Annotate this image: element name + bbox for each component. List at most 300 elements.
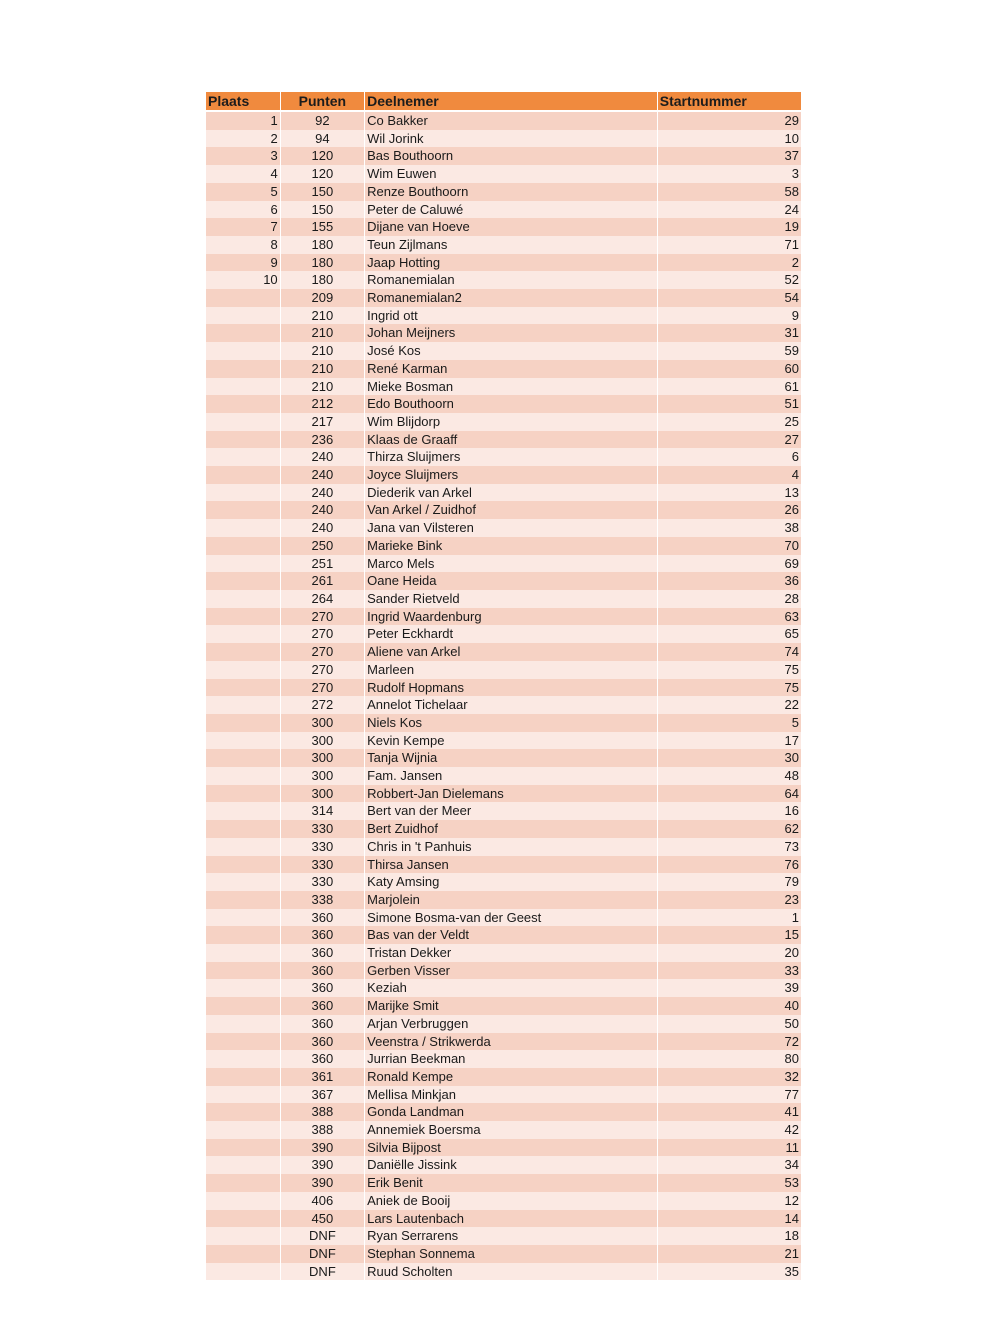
- cell-punten: 120: [280, 165, 364, 183]
- cell-plaats: [206, 732, 280, 750]
- cell-punten: 300: [280, 749, 364, 767]
- cell-punten: 210: [280, 307, 364, 325]
- table-body: [206, 112, 802, 1280]
- cell-plaats: [206, 749, 280, 767]
- cell-punten: 388: [280, 1121, 364, 1139]
- table-row: [206, 395, 802, 413]
- cell-startnummer: 6: [657, 448, 801, 466]
- cell-plaats: [206, 1227, 280, 1245]
- cell-punten: 240: [280, 448, 364, 466]
- table-row: [206, 997, 802, 1015]
- cell-plaats: [206, 997, 280, 1015]
- cell-deelnemer: Rudolf Hopmans: [365, 679, 658, 697]
- table-row: [206, 590, 802, 608]
- cell-deelnemer: José Kos: [365, 342, 658, 360]
- cell-plaats: [206, 1192, 280, 1210]
- cell-plaats: [206, 856, 280, 874]
- cell-plaats: [206, 802, 280, 820]
- cell-punten: 270: [280, 608, 364, 626]
- cell-deelnemer: Katy Amsing: [365, 873, 658, 891]
- cell-punten: 338: [280, 891, 364, 909]
- cell-punten: 217: [280, 413, 364, 431]
- table-row: [206, 218, 802, 236]
- cell-punten: 300: [280, 767, 364, 785]
- table-row: [206, 926, 802, 944]
- cell-plaats: [206, 1086, 280, 1104]
- cell-startnummer: 52: [657, 271, 801, 289]
- cell-plaats: [206, 785, 280, 803]
- cell-startnummer: 16: [657, 802, 801, 820]
- cell-plaats: [206, 360, 280, 378]
- table-row: [206, 838, 802, 856]
- cell-startnummer: 75: [657, 679, 801, 697]
- cell-deelnemer: Romanemialan2: [365, 289, 658, 307]
- cell-startnummer: 2: [657, 254, 801, 272]
- cell-deelnemer: Klaas de Graaff: [365, 431, 658, 449]
- cell-punten: 180: [280, 236, 364, 254]
- cell-plaats: [206, 484, 280, 502]
- cell-plaats: [206, 431, 280, 449]
- table-row: [206, 289, 802, 307]
- cell-deelnemer: Stephan Sonnema: [365, 1245, 658, 1263]
- cell-plaats: 7: [206, 218, 280, 236]
- cell-deelnemer: Arjan Verbruggen: [365, 1015, 658, 1033]
- cell-punten: 212: [280, 395, 364, 413]
- cell-plaats: [206, 307, 280, 325]
- table-row: [206, 608, 802, 626]
- cell-plaats: [206, 1121, 280, 1139]
- table-row: [206, 856, 802, 874]
- cell-punten: 450: [280, 1210, 364, 1228]
- cell-startnummer: 11: [657, 1139, 801, 1157]
- cell-startnummer: 39: [657, 979, 801, 997]
- cell-punten: 360: [280, 926, 364, 944]
- table-row: [206, 165, 802, 183]
- cell-deelnemer: Wil Jorink: [365, 130, 658, 148]
- table-row: [206, 501, 802, 519]
- cell-plaats: [206, 1139, 280, 1157]
- cell-punten: 330: [280, 856, 364, 874]
- cell-startnummer: 27: [657, 431, 801, 449]
- cell-deelnemer: Co Bakker: [365, 112, 658, 130]
- cell-punten: 367: [280, 1086, 364, 1104]
- cell-plaats: 2: [206, 130, 280, 148]
- cell-plaats: [206, 1156, 280, 1174]
- cell-deelnemer: Sander Rietveld: [365, 590, 658, 608]
- cell-deelnemer: Wim Euwen: [365, 165, 658, 183]
- table-row: [206, 625, 802, 643]
- cell-startnummer: 71: [657, 236, 801, 254]
- cell-deelnemer: Mellisa Minkjan: [365, 1086, 658, 1104]
- cell-punten: 330: [280, 873, 364, 891]
- cell-plaats: [206, 413, 280, 431]
- cell-startnummer: 69: [657, 555, 801, 573]
- cell-deelnemer: Ingrid Waardenburg: [365, 608, 658, 626]
- cell-deelnemer: Bert Zuidhof: [365, 820, 658, 838]
- table-row: [206, 183, 802, 201]
- table-row: [206, 1086, 802, 1104]
- cell-startnummer: 5: [657, 714, 801, 732]
- table-row: [206, 360, 802, 378]
- cell-plaats: [206, 519, 280, 537]
- cell-punten: 250: [280, 537, 364, 555]
- cell-punten: 92: [280, 112, 364, 130]
- cell-punten: 210: [280, 324, 364, 342]
- cell-deelnemer: Johan Meijners: [365, 324, 658, 342]
- cell-startnummer: 1: [657, 909, 801, 927]
- cell-deelnemer: Marleen: [365, 661, 658, 679]
- cell-punten: 150: [280, 183, 364, 201]
- cell-startnummer: 40: [657, 997, 801, 1015]
- cell-startnummer: 36: [657, 572, 801, 590]
- cell-punten: 314: [280, 802, 364, 820]
- table-row: [206, 201, 802, 219]
- cell-plaats: 8: [206, 236, 280, 254]
- cell-startnummer: 25: [657, 413, 801, 431]
- table-row: [206, 342, 802, 360]
- cell-plaats: [206, 909, 280, 927]
- cell-punten: 94: [280, 130, 364, 148]
- table-row: [206, 1245, 802, 1263]
- cell-deelnemer: Bas van der Veldt: [365, 926, 658, 944]
- cell-startnummer: 60: [657, 360, 801, 378]
- table-row: [206, 130, 802, 148]
- cell-startnummer: 20: [657, 944, 801, 962]
- column-header-punten: Punten: [280, 92, 364, 110]
- cell-plaats: 6: [206, 201, 280, 219]
- cell-plaats: 1: [206, 112, 280, 130]
- cell-startnummer: 41: [657, 1103, 801, 1121]
- cell-plaats: [206, 448, 280, 466]
- cell-plaats: [206, 696, 280, 714]
- table-row: [206, 324, 802, 342]
- table-row: [206, 944, 802, 962]
- table-row: [206, 1068, 802, 1086]
- table-row: [206, 147, 802, 165]
- cell-startnummer: 24: [657, 201, 801, 219]
- cell-plaats: [206, 395, 280, 413]
- cell-startnummer: 65: [657, 625, 801, 643]
- cell-plaats: [206, 873, 280, 891]
- cell-deelnemer: Robbert-Jan Dielemans: [365, 785, 658, 803]
- table-row: [206, 519, 802, 537]
- cell-startnummer: 28: [657, 590, 801, 608]
- cell-deelnemer: Dijane van Hoeve: [365, 218, 658, 236]
- cell-deelnemer: Gerben Visser: [365, 962, 658, 980]
- cell-deelnemer: Wim Blijdorp: [365, 413, 658, 431]
- cell-deelnemer: Jana van Vilsteren: [365, 519, 658, 537]
- cell-plaats: [206, 944, 280, 962]
- table-row: [206, 643, 802, 661]
- table-row: [206, 714, 802, 732]
- cell-plaats: [206, 466, 280, 484]
- cell-plaats: 9: [206, 254, 280, 272]
- cell-deelnemer: Bert van der Meer: [365, 802, 658, 820]
- cell-startnummer: 33: [657, 962, 801, 980]
- column-header-startnummer: Startnummer: [657, 92, 801, 110]
- cell-punten: 406: [280, 1192, 364, 1210]
- cell-deelnemer: Aliene van Arkel: [365, 643, 658, 661]
- cell-deelnemer: Marjolein: [365, 891, 658, 909]
- table-row: [206, 909, 802, 927]
- column-header-deelnemer: Deelnemer: [365, 92, 658, 110]
- cell-plaats: 5: [206, 183, 280, 201]
- cell-startnummer: 75: [657, 661, 801, 679]
- cell-startnummer: 76: [657, 856, 801, 874]
- cell-startnummer: 51: [657, 395, 801, 413]
- cell-plaats: [206, 342, 280, 360]
- cell-punten: 360: [280, 979, 364, 997]
- cell-startnummer: 23: [657, 891, 801, 909]
- cell-punten: 261: [280, 572, 364, 590]
- cell-deelnemer: Tristan Dekker: [365, 944, 658, 962]
- cell-punten: 360: [280, 944, 364, 962]
- cell-plaats: [206, 820, 280, 838]
- cell-plaats: [206, 1210, 280, 1228]
- cell-startnummer: 37: [657, 147, 801, 165]
- cell-punten: 264: [280, 590, 364, 608]
- cell-startnummer: 50: [657, 1015, 801, 1033]
- cell-plaats: [206, 767, 280, 785]
- table-row: [206, 1121, 802, 1139]
- cell-deelnemer: Thirza Sluijmers: [365, 448, 658, 466]
- cell-deelnemer: Mieke Bosman: [365, 378, 658, 396]
- cell-plaats: [206, 608, 280, 626]
- cell-startnummer: 73: [657, 838, 801, 856]
- cell-startnummer: 15: [657, 926, 801, 944]
- cell-deelnemer: Thirsa Jansen: [365, 856, 658, 874]
- cell-punten: 240: [280, 519, 364, 537]
- table-row: [206, 555, 802, 573]
- cell-punten: 180: [280, 254, 364, 272]
- cell-punten: 390: [280, 1156, 364, 1174]
- table-row: [206, 1015, 802, 1033]
- cell-plaats: [206, 838, 280, 856]
- cell-startnummer: 58: [657, 183, 801, 201]
- cell-startnummer: 79: [657, 873, 801, 891]
- table-row: [206, 431, 802, 449]
- cell-plaats: [206, 1245, 280, 1263]
- cell-deelnemer: Joyce Sluijmers: [365, 466, 658, 484]
- cell-punten: 360: [280, 1015, 364, 1033]
- cell-deelnemer: Tanja Wijnia: [365, 749, 658, 767]
- cell-plaats: [206, 289, 280, 307]
- cell-punten: 300: [280, 714, 364, 732]
- cell-deelnemer: Erik Benit: [365, 1174, 658, 1192]
- table-row: [206, 785, 802, 803]
- cell-startnummer: 22: [657, 696, 801, 714]
- cell-deelnemer: Veenstra / Strikwerda: [365, 1033, 658, 1051]
- cell-punten: 210: [280, 360, 364, 378]
- cell-deelnemer: Van Arkel / Zuidhof: [365, 501, 658, 519]
- cell-plaats: [206, 1103, 280, 1121]
- cell-startnummer: 61: [657, 378, 801, 396]
- cell-deelnemer: Ingrid ott: [365, 307, 658, 325]
- cell-startnummer: 54: [657, 289, 801, 307]
- cell-punten: 236: [280, 431, 364, 449]
- cell-startnummer: 70: [657, 537, 801, 555]
- cell-plaats: [206, 661, 280, 679]
- cell-deelnemer: Niels Kos: [365, 714, 658, 732]
- table-row: [206, 962, 802, 980]
- cell-startnummer: 62: [657, 820, 801, 838]
- cell-deelnemer: Jurrian Beekman: [365, 1050, 658, 1068]
- cell-plaats: [206, 1263, 280, 1281]
- cell-startnummer: 31: [657, 324, 801, 342]
- cell-deelnemer: Marijke Smit: [365, 997, 658, 1015]
- table-row: [206, 378, 802, 396]
- cell-startnummer: 26: [657, 501, 801, 519]
- cell-deelnemer: Peter de Caluwé: [365, 201, 658, 219]
- table-row: [206, 1174, 802, 1192]
- cell-plaats: [206, 555, 280, 573]
- cell-startnummer: 35: [657, 1263, 801, 1281]
- cell-startnummer: 42: [657, 1121, 801, 1139]
- cell-punten: DNF: [280, 1263, 364, 1281]
- cell-plaats: [206, 625, 280, 643]
- cell-punten: DNF: [280, 1245, 364, 1263]
- cell-deelnemer: Annemiek Boersma: [365, 1121, 658, 1139]
- cell-deelnemer: Marieke Bink: [365, 537, 658, 555]
- table-row: [206, 1156, 802, 1174]
- cell-plaats: [206, 501, 280, 519]
- cell-deelnemer: Ryan Serrarens: [365, 1227, 658, 1245]
- cell-deelnemer: Daniëlle Jissink: [365, 1156, 658, 1174]
- cell-punten: 270: [280, 661, 364, 679]
- cell-deelnemer: Keziah: [365, 979, 658, 997]
- table-row: [206, 484, 802, 502]
- table-row: [206, 767, 802, 785]
- cell-punten: 330: [280, 838, 364, 856]
- cell-deelnemer: Jaap Hotting: [365, 254, 658, 272]
- cell-plaats: [206, 378, 280, 396]
- cell-punten: 360: [280, 997, 364, 1015]
- cell-plaats: [206, 714, 280, 732]
- header-row: [206, 92, 802, 110]
- cell-startnummer: 77: [657, 1086, 801, 1104]
- cell-deelnemer: Renze Bouthoorn: [365, 183, 658, 201]
- table-row: [206, 696, 802, 714]
- cell-punten: 388: [280, 1103, 364, 1121]
- cell-deelnemer: Fam. Jansen: [365, 767, 658, 785]
- cell-deelnemer: Annelot Tichelaar: [365, 696, 658, 714]
- cell-punten: 270: [280, 625, 364, 643]
- table-row: [206, 1139, 802, 1157]
- cell-punten: 300: [280, 785, 364, 803]
- cell-deelnemer: Aniek de Booij: [365, 1192, 658, 1210]
- cell-plaats: 10: [206, 271, 280, 289]
- table-row: [206, 572, 802, 590]
- cell-plaats: [206, 926, 280, 944]
- cell-plaats: [206, 537, 280, 555]
- cell-deelnemer: Chris in 't Panhuis: [365, 838, 658, 856]
- cell-startnummer: 3: [657, 165, 801, 183]
- cell-plaats: [206, 1015, 280, 1033]
- table-row: [206, 732, 802, 750]
- cell-deelnemer: Teun Zijlmans: [365, 236, 658, 254]
- standings-table: [206, 92, 802, 1280]
- table-row: [206, 1050, 802, 1068]
- cell-plaats: [206, 1068, 280, 1086]
- table-row: [206, 679, 802, 697]
- cell-deelnemer: Gonda Landman: [365, 1103, 658, 1121]
- table-row: [206, 271, 802, 289]
- cell-punten: 240: [280, 501, 364, 519]
- cell-punten: 155: [280, 218, 364, 236]
- cell-punten: 390: [280, 1139, 364, 1157]
- cell-punten: 360: [280, 909, 364, 927]
- cell-punten: 180: [280, 271, 364, 289]
- cell-deelnemer: Ronald Kempe: [365, 1068, 658, 1086]
- cell-startnummer: 53: [657, 1174, 801, 1192]
- cell-startnummer: 9: [657, 307, 801, 325]
- cell-punten: 210: [280, 378, 364, 396]
- table-row: [206, 873, 802, 891]
- cell-plaats: 3: [206, 147, 280, 165]
- cell-punten: 240: [280, 466, 364, 484]
- cell-punten: 360: [280, 962, 364, 980]
- cell-startnummer: 38: [657, 519, 801, 537]
- cell-punten: 150: [280, 201, 364, 219]
- table-row: [206, 236, 802, 254]
- cell-deelnemer: Bas Bouthoorn: [365, 147, 658, 165]
- cell-punten: 300: [280, 732, 364, 750]
- cell-punten: 270: [280, 643, 364, 661]
- cell-startnummer: 29: [657, 112, 801, 130]
- cell-plaats: [206, 679, 280, 697]
- table-row: [206, 979, 802, 997]
- table-row: [206, 661, 802, 679]
- cell-plaats: 4: [206, 165, 280, 183]
- cell-deelnemer: Simone Bosma-van der Geest: [365, 909, 658, 927]
- cell-deelnemer: Silvia Bijpost: [365, 1139, 658, 1157]
- table-row: [206, 1263, 802, 1281]
- cell-punten: 360: [280, 1050, 364, 1068]
- cell-punten: 361: [280, 1068, 364, 1086]
- cell-deelnemer: René Karman: [365, 360, 658, 378]
- cell-deelnemer: Peter Eckhardt: [365, 625, 658, 643]
- cell-punten: 209: [280, 289, 364, 307]
- cell-plaats: [206, 324, 280, 342]
- cell-startnummer: 10: [657, 130, 801, 148]
- cell-punten: DNF: [280, 1227, 364, 1245]
- cell-plaats: [206, 590, 280, 608]
- table-row: [206, 448, 802, 466]
- cell-startnummer: 48: [657, 767, 801, 785]
- cell-startnummer: 19: [657, 218, 801, 236]
- table-row: [206, 1103, 802, 1121]
- table-row: [206, 254, 802, 272]
- table-row: [206, 820, 802, 838]
- table-row: [206, 749, 802, 767]
- cell-startnummer: 34: [657, 1156, 801, 1174]
- cell-punten: 330: [280, 820, 364, 838]
- cell-plaats: [206, 891, 280, 909]
- table-header: [206, 92, 802, 112]
- cell-startnummer: 32: [657, 1068, 801, 1086]
- table-row: [206, 307, 802, 325]
- cell-punten: 360: [280, 1033, 364, 1051]
- cell-startnummer: 30: [657, 749, 801, 767]
- table-row: [206, 1192, 802, 1210]
- cell-plaats: [206, 643, 280, 661]
- column-header-plaats: Plaats: [206, 92, 280, 110]
- cell-startnummer: 21: [657, 1245, 801, 1263]
- cell-punten: 120: [280, 147, 364, 165]
- cell-plaats: [206, 979, 280, 997]
- cell-startnummer: 14: [657, 1210, 801, 1228]
- cell-startnummer: 17: [657, 732, 801, 750]
